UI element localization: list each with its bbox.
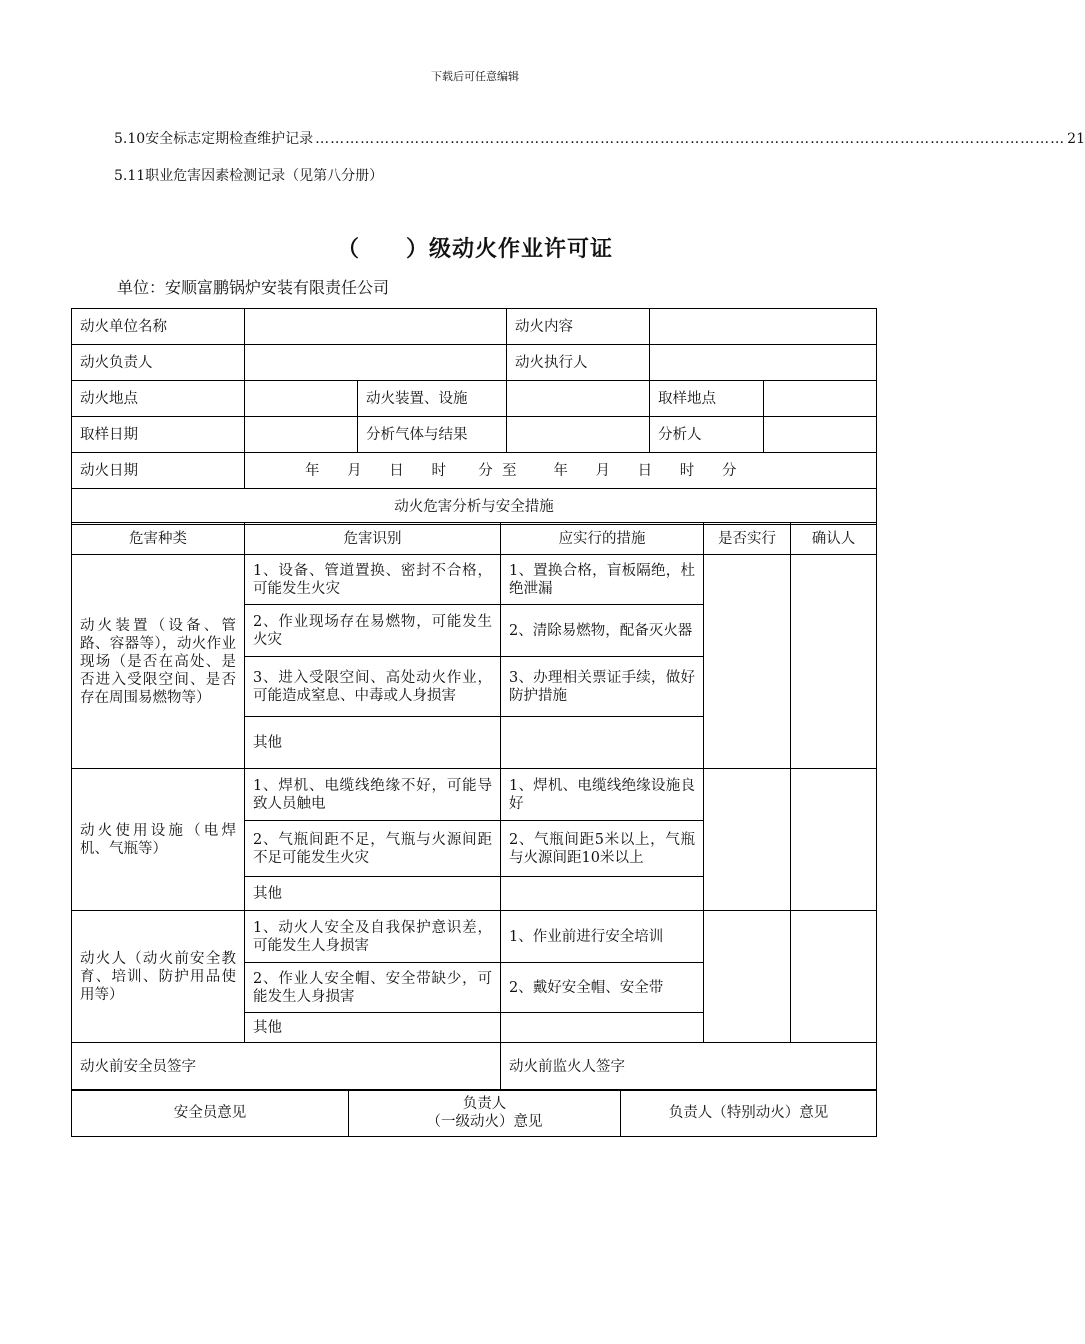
row-location	[72, 381, 877, 417]
safety-officer-signature[interactable]: 动火前安全员签字	[72, 1043, 501, 1091]
table-row	[72, 769, 877, 821]
col-header-implemented: 是否实行	[704, 523, 791, 555]
label-gas-analysis: 分析气体与结果	[358, 417, 507, 453]
row-leader-executor	[72, 345, 877, 381]
confirmer-field[interactable]	[791, 911, 877, 1043]
field-hot-work-date[interactable]: 年 月 日 时 分 至 年 月 日 时 分	[245, 453, 877, 489]
label-device: 动火装置、设施	[358, 381, 507, 417]
hazard-category: 动火人（动火前安全教育、培训、防护用品使用等）	[72, 911, 245, 1043]
label-location: 动火地点	[72, 381, 245, 417]
hazard-item: 其他	[245, 877, 501, 911]
field-sample-location[interactable]	[764, 381, 877, 417]
safety-opinion[interactable]: 安全员意见	[72, 1090, 349, 1137]
row-sampling	[72, 417, 877, 453]
col-header-category: 危害种类	[72, 523, 245, 555]
measure-item: 1、焊机、电缆线绝缘设施良好	[501, 769, 704, 821]
hazard-table-header	[72, 523, 877, 555]
field-content[interactable]	[650, 309, 877, 345]
field-executor[interactable]	[650, 345, 877, 381]
row-section-title	[72, 489, 877, 525]
permit-title: （ ）级动火作业许可证	[336, 237, 613, 262]
measure-item: 1、作业前进行安全培训	[501, 911, 704, 963]
toc-leader-dots: ……………………………………………………………………………………………………………………………………	[315, 131, 1066, 147]
hazard-item: 1、动火人安全及自我保护意识差，可能发生人身损害	[245, 911, 501, 963]
table-row	[72, 911, 877, 963]
implemented-field[interactable]	[704, 911, 791, 1043]
toc-entry-5-10[interactable]	[114, 128, 1085, 148]
hazard-item: 3、进入受限空间、高处动火作业，可能造成窒息、中毒或人身损害	[245, 657, 501, 717]
toc-page-number: 21	[1067, 131, 1085, 147]
field-analyst[interactable]	[764, 417, 877, 453]
table-row	[72, 555, 877, 605]
hazard-item: 其他	[245, 717, 501, 769]
hazard-item: 2、作业人安全帽、安全带缺少，可能发生人身损害	[245, 963, 501, 1013]
field-device[interactable]	[507, 381, 650, 417]
col-header-hazard: 危害识别	[245, 523, 501, 555]
label-analyst: 分析人	[650, 417, 764, 453]
confirmer-field[interactable]	[791, 555, 877, 769]
hazard-item: 2、气瓶间距不足，气瓶与火源间距不足可能发生火灾	[245, 821, 501, 877]
label-sample-date: 取样日期	[72, 417, 245, 453]
permit-info-table	[71, 308, 877, 525]
col-header-measure: 应实行的措施	[501, 523, 704, 555]
measure-item: 2、戴好安全帽、安全带	[501, 963, 704, 1013]
measure-item-blank[interactable]	[501, 1013, 704, 1043]
label-hot-work-date: 动火日期	[72, 453, 245, 489]
label-leader: 动火负责人	[72, 345, 245, 381]
measure-item: 2、清除易燃物，配备灭火器	[501, 605, 704, 657]
label-unit-name: 动火单位名称	[72, 309, 245, 345]
leader-opinion-line2: （一级动火）意见	[426, 1114, 543, 1130]
label-content: 动火内容	[507, 309, 650, 345]
col-header-confirmer: 确认人	[791, 523, 877, 555]
label-sample-location: 取样地点	[650, 381, 764, 417]
measure-item: 3、办理相关票证手续，做好防护措施	[501, 657, 704, 717]
implemented-field[interactable]	[704, 555, 791, 769]
leader-opinion-line1: 负责人	[462, 1096, 507, 1112]
unit-line: 单位：安顺富鹏锅炉安装有限责任公司	[117, 278, 390, 297]
toc-entry-5-11[interactable]: 5.11职业危害因素检测记录（见第八分册）	[114, 168, 384, 184]
leader-opinion[interactable]	[349, 1090, 621, 1137]
measure-item-blank[interactable]	[501, 877, 704, 911]
row-hot-work-date	[72, 453, 877, 489]
hazard-item: 1、焊机、电缆线绝缘不好，可能导致人员触电	[245, 769, 501, 821]
field-gas-analysis[interactable]	[507, 417, 650, 453]
measure-item: 2、气瓶间距5米以上，气瓶与火源间距10米以上	[501, 821, 704, 877]
signature-row	[72, 1043, 877, 1091]
section-title: 动火危害分析与安全措施	[72, 489, 877, 525]
fire-watcher-signature[interactable]: 动火前监火人签字	[501, 1043, 877, 1091]
hazard-item: 其他	[245, 1013, 501, 1043]
confirmer-field[interactable]	[791, 769, 877, 911]
row-unit-content	[72, 309, 877, 345]
hazard-analysis-table	[71, 522, 877, 1091]
hazard-item: 1、设备、管道置换、密封不合格，可能发生火灾	[245, 555, 501, 605]
toc-entry-text: 5.10安全标志定期检查维护记录	[114, 131, 314, 147]
field-sample-date[interactable]	[245, 417, 358, 453]
field-leader[interactable]	[245, 345, 507, 381]
label-executor: 动火执行人	[507, 345, 650, 381]
opinion-table	[71, 1089, 877, 1137]
header-note: 下载后可任意编辑	[431, 70, 519, 83]
measure-item: 1、置换合格，盲板隔绝，杜绝泄漏	[501, 555, 704, 605]
measure-item-blank[interactable]	[501, 717, 704, 769]
special-leader-opinion[interactable]: 负责人（特别动火）意见	[621, 1090, 877, 1137]
hazard-item: 2、作业现场存在易燃物，可能发生火灾	[245, 605, 501, 657]
field-location[interactable]	[245, 381, 358, 417]
field-unit-name[interactable]	[245, 309, 507, 345]
implemented-field[interactable]	[704, 769, 791, 911]
opinion-row	[72, 1090, 877, 1137]
hazard-category: 动火使用设施（电焊机、气瓶等）	[72, 769, 245, 911]
hazard-category: 动火装置（设备、管路、容器等），动火作业现场（是否在高处、是否进入受限空间、是否存在周围易燃物等）	[72, 555, 245, 769]
